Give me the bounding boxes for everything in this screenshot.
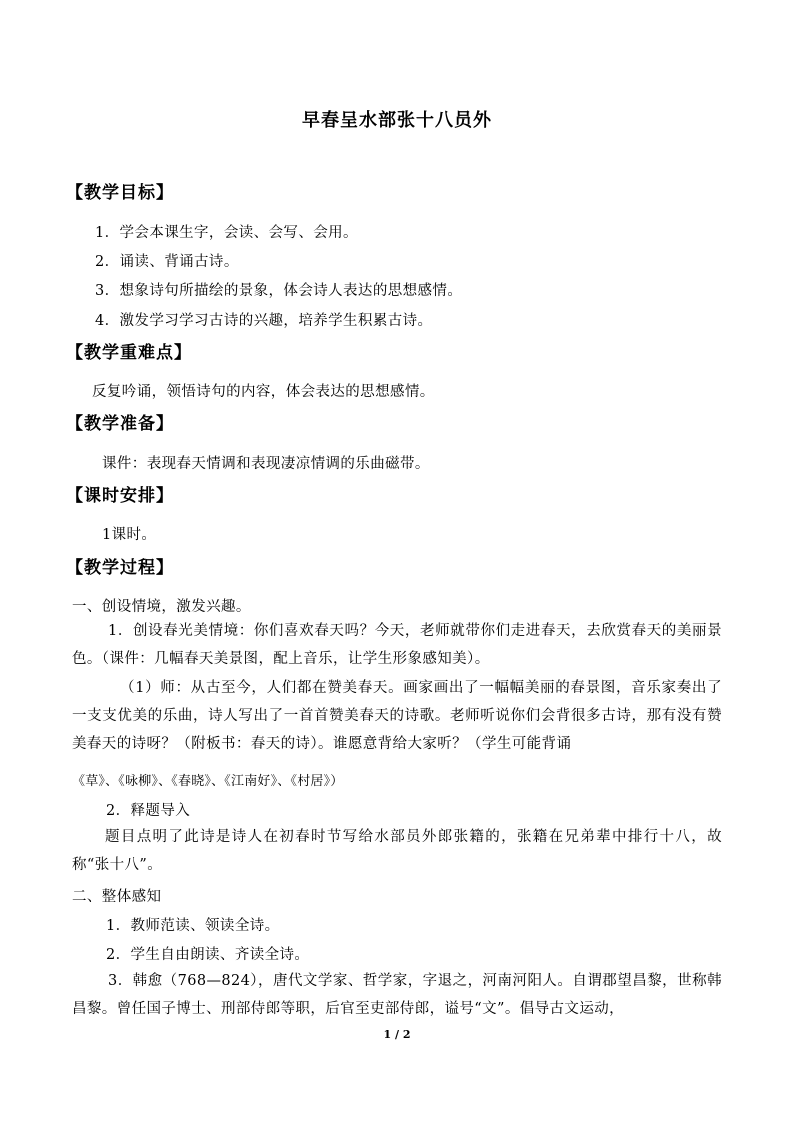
preparation-text: 课件：表现春天情调和表现凄凉情调的乐曲磁带。 (102, 456, 430, 472)
section-heading-schedule: 【课时安排】 (66, 486, 174, 506)
page-number: 1 / 2 (383, 1028, 411, 1041)
process-step2-text: 题目点明了此诗是诗人在初春时节写给水部员外郎张籍的，张籍在兄弟辈中排行十八，故称“张十八”。 (72, 829, 722, 873)
process-part2-item3: 3．韩愈（768—824），唐代文学家、哲学家，字退之，河南河阳人。自谓郡望昌黎，世称韩昌黎。曾任国子博士、刑部侍郎等职，后官至吏部侍郎，谥号“文”。倡导古文运动， (72, 973, 722, 1017)
process-step1-sub: （1）师：从古至今，人们都在赞美春天。画家画出了一幅幅美丽的春景图，音乐家奏出了一支支优美的乐曲，诗人写出了一首首赞美春天的诗歌。老师听说你们会背很多古诗，那有没有赞美春天的诗呀？（附板书：春天的诗）。谁愿意背给大家听？（学生可能背诵 (72, 680, 722, 752)
goal-item-3: 3．想象诗句所描绘的景象，体会诗人表达的思想感情。 (95, 283, 463, 299)
section-heading-goals: 【教学目标】 (66, 183, 174, 203)
goal-item-1: 1．学会本课生字，会读、会写、会用。 (95, 225, 358, 241)
process-part2-title: 二、整体感知 (72, 889, 162, 905)
process-step1: 1．创设春光美情境：你们喜欢春天吗？今天，老师就带你们走进春天，去欣赏春天的美丽景色。（课件：几幅春天美景图，配上音乐，让学生形象感知美）。 (72, 623, 722, 667)
section-heading-key-points: 【教学重难点】 (66, 343, 192, 363)
process-step1-poems: 《草》、《咏柳》、《春晓》、《江南好》、《村居》） (72, 774, 344, 789)
section-heading-preparation: 【教学准备】 (66, 414, 174, 434)
process-part2-item2: 2．学生自由朗读、齐读全诗。 (106, 947, 310, 963)
process-step2: 2．释题导入 (106, 803, 191, 819)
section-heading-process: 【教学过程】 (66, 558, 174, 578)
goal-item-4: 4．激发学习学习古诗的兴趣，培养学生积累古诗。 (95, 313, 433, 329)
document-title: 早春呈水部张十八员外 (302, 110, 492, 131)
goal-item-2: 2．诵读、背诵古诗。 (95, 254, 239, 270)
process-part1-title: 一、创设情境，激发兴趣。 (72, 599, 251, 615)
schedule-text: 1课时。 (102, 527, 157, 543)
key-points-text: 反复吟诵，领悟诗句的内容，体会表达的思想感情。 (92, 384, 435, 400)
process-part2-item1: 1．教师范读、领读全诗。 (106, 918, 280, 934)
